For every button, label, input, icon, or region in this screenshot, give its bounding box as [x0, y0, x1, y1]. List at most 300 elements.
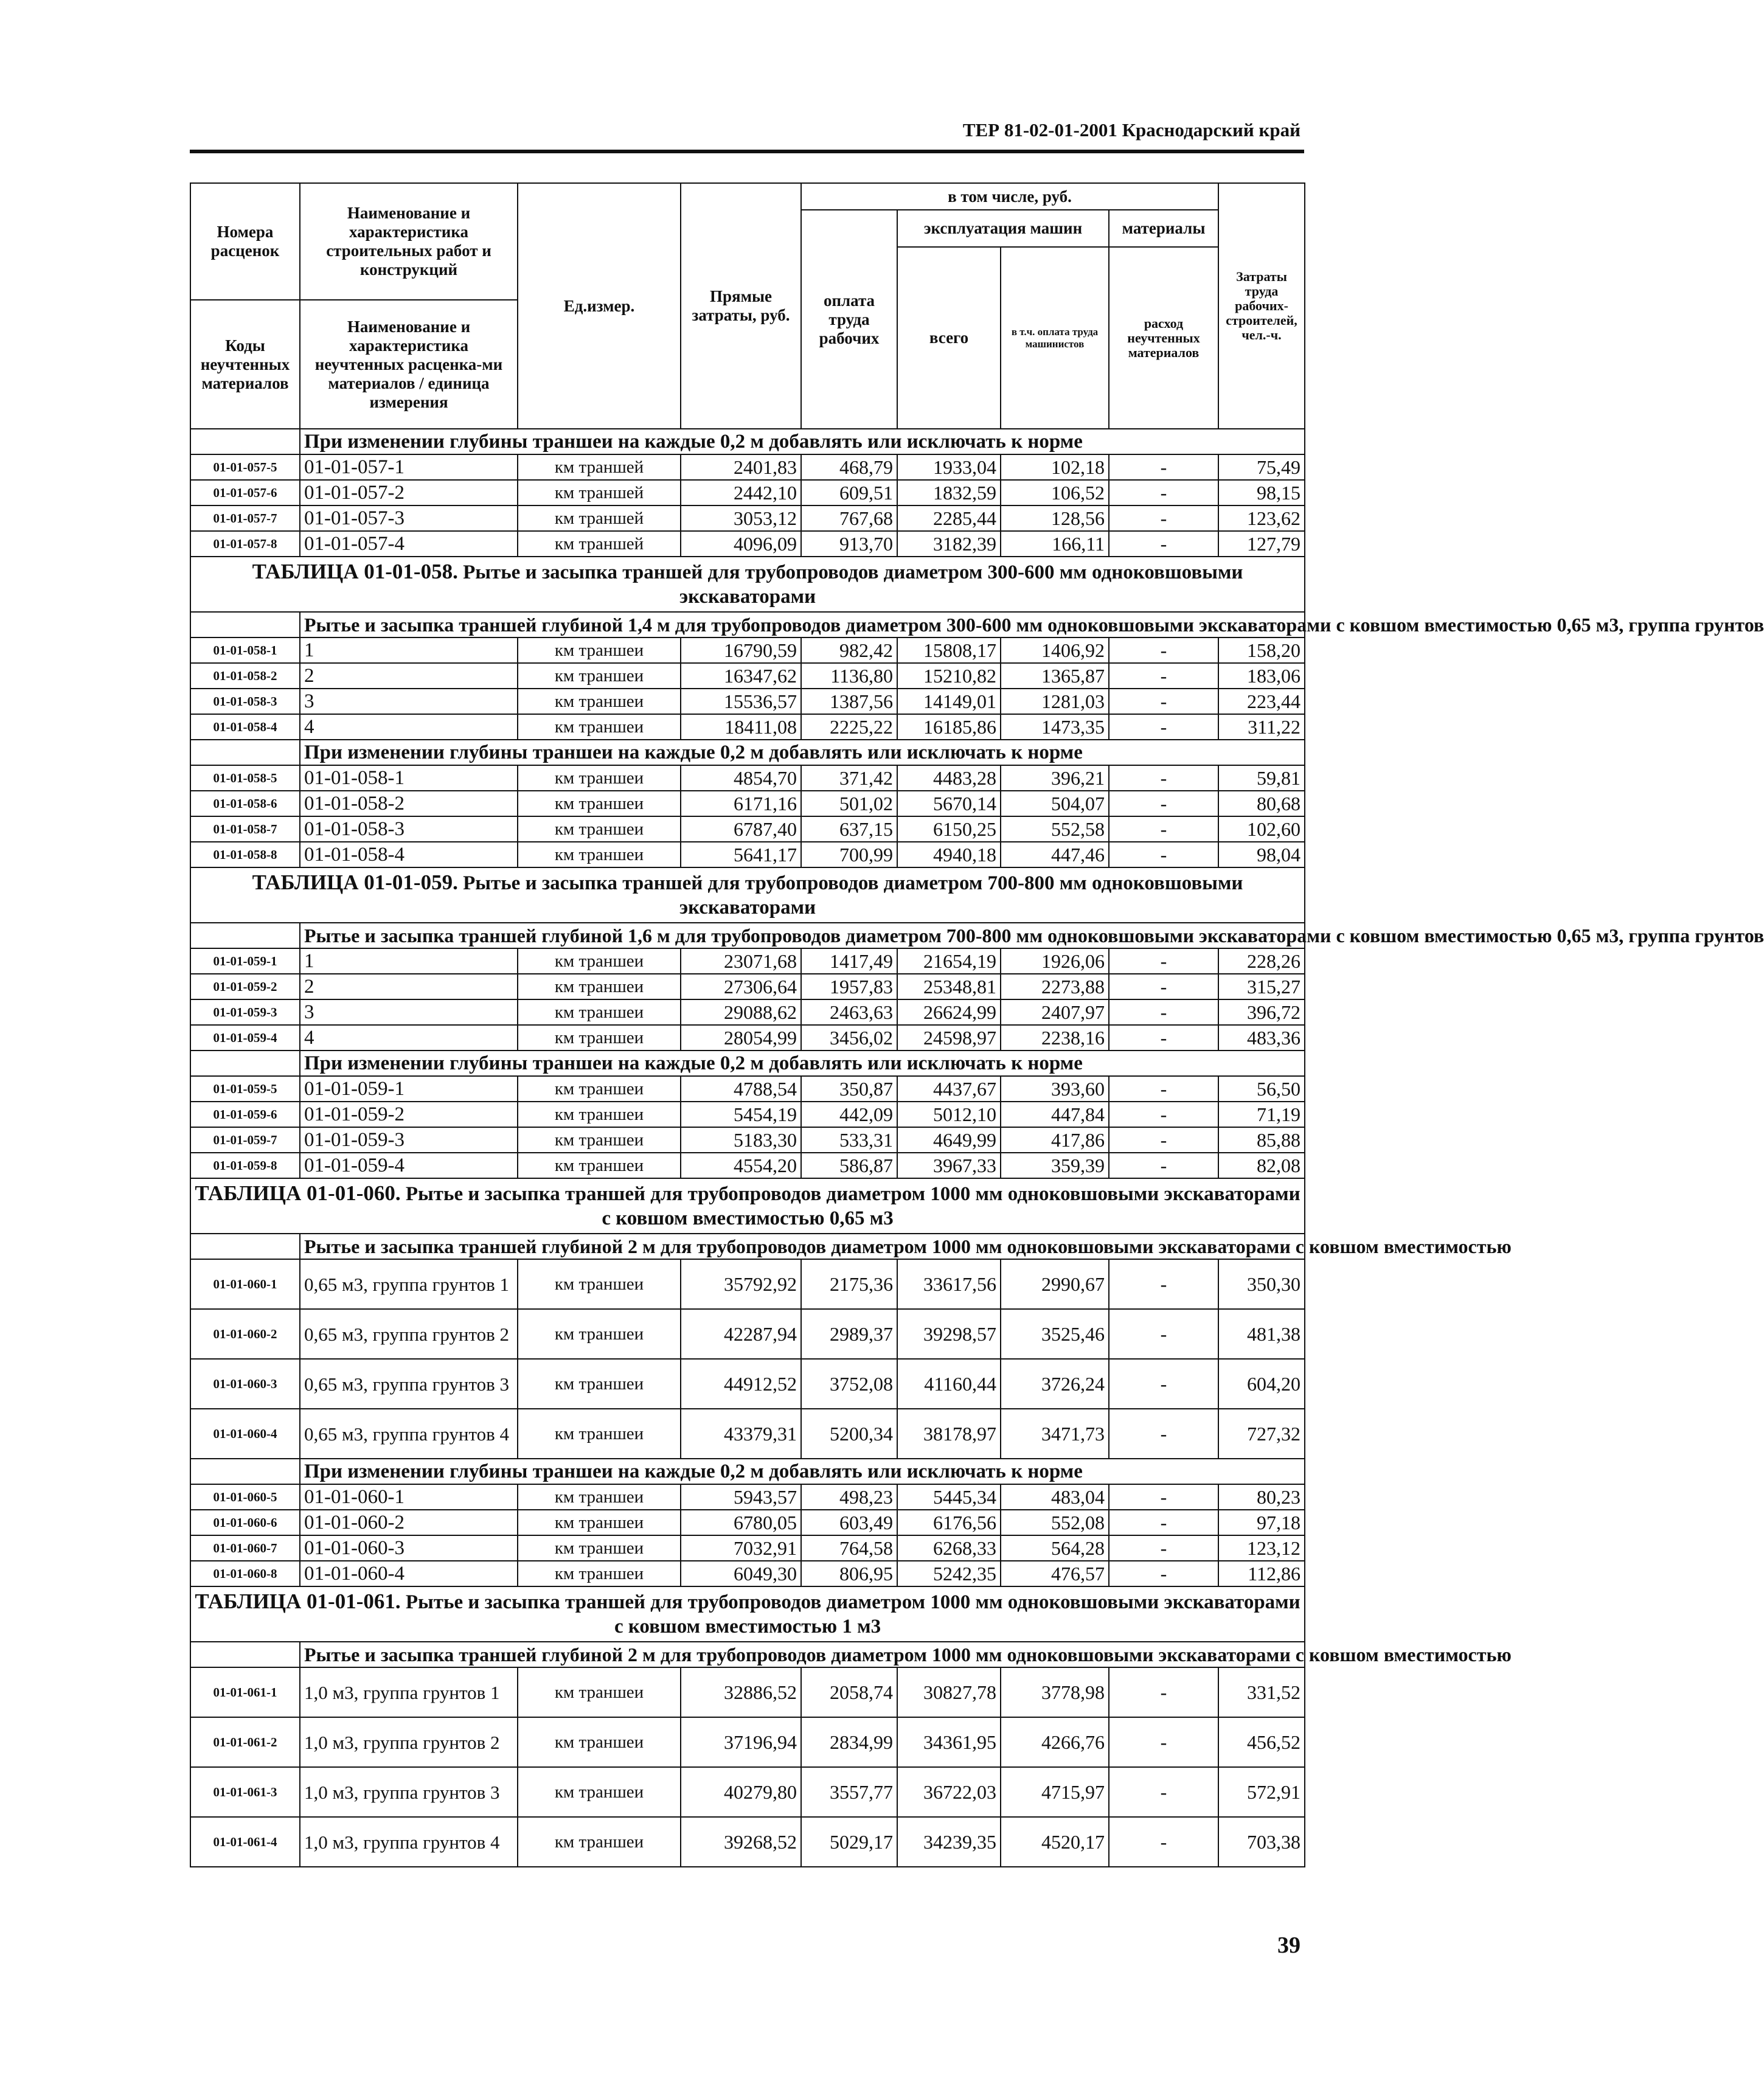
machines-labor-cost: 3726,24	[1001, 1359, 1109, 1409]
machines-cost: 6150,25	[897, 816, 1001, 842]
machines-labor-cost: 359,39	[1001, 1153, 1109, 1178]
rate-code: 01-01-061-1	[190, 1667, 300, 1717]
unit: км траншеи	[518, 1561, 681, 1586]
table-row	[190, 689, 1305, 714]
unit: км траншеи	[518, 1667, 681, 1717]
machines-cost: 4437,67	[897, 1076, 1001, 1102]
rate-code: 01-01-059-3	[190, 999, 300, 1025]
rate-name: 1	[300, 637, 518, 663]
unit: км траншеи	[518, 1409, 681, 1459]
table-number: ТАБЛИЦА 01-01-061.	[195, 1589, 401, 1613]
machines-cost: 5445,34	[897, 1484, 1001, 1510]
unit: км траншеи	[518, 1484, 681, 1510]
unit: км траншеи	[518, 1767, 681, 1817]
labor-hours: 703,38	[1218, 1817, 1305, 1867]
rate-code: 01-01-057-7	[190, 505, 300, 531]
labor-hours: 604,20	[1218, 1359, 1305, 1409]
machines-labor-cost: 476,57	[1001, 1561, 1109, 1586]
machines-labor-cost: 2407,97	[1001, 999, 1109, 1025]
direct-cost: 29088,62	[681, 999, 801, 1025]
rate-name: 2	[300, 974, 518, 999]
labor-cost: 603,49	[801, 1510, 897, 1535]
table-row	[190, 1484, 1305, 1510]
group-row	[190, 1642, 1305, 1667]
table-row	[190, 999, 1305, 1025]
direct-cost: 43379,31	[681, 1409, 801, 1459]
col-machines-total-header: всего	[897, 247, 1001, 429]
direct-cost: 6780,05	[681, 1510, 801, 1535]
table-row	[190, 454, 1305, 480]
materials-cost: -	[1109, 1259, 1218, 1309]
rate-name: 1,0 м3, группа грунтов 1	[300, 1667, 518, 1717]
direct-cost: 4788,54	[681, 1076, 801, 1102]
rate-code: 01-01-060-5	[190, 1484, 300, 1510]
table-title	[190, 867, 1305, 923]
direct-cost: 6787,40	[681, 816, 801, 842]
empty-code-cell	[190, 740, 300, 765]
labor-hours: 456,52	[1218, 1717, 1305, 1767]
rate-code: 01-01-058-8	[190, 842, 300, 867]
table-row	[190, 1817, 1305, 1867]
header-rule	[190, 150, 1304, 153]
table-number: ТАБЛИЦА 01-01-058.	[252, 560, 458, 583]
rate-name: 4	[300, 1025, 518, 1051]
machines-labor-cost: 1281,03	[1001, 689, 1109, 714]
rate-code: 01-01-058-3	[190, 689, 300, 714]
table-body	[190, 429, 1764, 1867]
unit: км траншеи	[518, 689, 681, 714]
labor-cost: 3557,77	[801, 1767, 897, 1817]
labor-hours: 481,38	[1218, 1309, 1305, 1359]
machines-labor-cost: 1473,35	[1001, 714, 1109, 740]
rate-name: 01-01-060-4	[300, 1561, 518, 1586]
rate-code: 01-01-059-7	[190, 1127, 300, 1153]
section-text: При изменении глубины траншеи на каждые 0,2 м добавлять или исключать к норме	[300, 1051, 1305, 1076]
machines-cost: 1933,04	[897, 454, 1001, 480]
machines-labor-cost: 102,18	[1001, 454, 1109, 480]
direct-cost: 4854,70	[681, 765, 801, 791]
rate-code: 01-01-060-2	[190, 1309, 300, 1359]
materials-cost: -	[1109, 1484, 1218, 1510]
machines-cost: 5670,14	[897, 791, 1001, 816]
rate-name: 01-01-057-2	[300, 480, 518, 505]
machines-labor-cost: 3471,73	[1001, 1409, 1109, 1459]
rate-code: 01-01-058-5	[190, 765, 300, 791]
rate-name: 01-01-059-4	[300, 1153, 518, 1178]
machines-cost: 34239,35	[897, 1817, 1001, 1867]
machines-labor-cost: 447,46	[1001, 842, 1109, 867]
unit: км траншеи	[518, 1127, 681, 1153]
direct-cost: 16790,59	[681, 637, 801, 663]
group-text: Рытье и засыпка траншей глубиной 2 м для трубопроводов диаметром 1000 мм одноковшовыми экскаваторами с ковшом вместимостью	[300, 1234, 1305, 1259]
col-materials-header: материалы	[1109, 210, 1218, 247]
machines-cost: 15808,17	[897, 637, 1001, 663]
machines-labor-cost: 552,08	[1001, 1510, 1109, 1535]
empty-code-cell	[190, 923, 300, 948]
labor-cost: 468,79	[801, 454, 897, 480]
col-code-sub-header: Коды неучтенных материалов	[190, 300, 300, 429]
direct-cost: 5454,19	[681, 1102, 801, 1127]
rate-code: 01-01-059-8	[190, 1153, 300, 1178]
machines-labor-cost: 1406,92	[1001, 637, 1109, 663]
table-row	[190, 637, 1305, 663]
table-row	[190, 974, 1305, 999]
section-text: При изменении глубины траншеи на каждые 0,2 м добавлять или исключать к норме	[300, 429, 1305, 454]
rate-name: 01-01-060-2	[300, 1510, 518, 1535]
table-title	[190, 1586, 1305, 1642]
direct-cost: 27306,64	[681, 974, 801, 999]
table-row	[190, 1309, 1305, 1359]
rate-code: 01-01-060-6	[190, 1510, 300, 1535]
empty-code-cell	[190, 1051, 300, 1076]
rate-name: 01-01-057-3	[300, 505, 518, 531]
table-number: ТАБЛИЦА 01-01-059.	[252, 870, 458, 894]
materials-cost: -	[1109, 480, 1218, 505]
table-row	[190, 1561, 1305, 1586]
rate-code: 01-01-061-3	[190, 1767, 300, 1817]
unit: км траншей	[518, 505, 681, 531]
direct-cost: 35792,92	[681, 1259, 801, 1309]
machines-labor-cost: 393,60	[1001, 1076, 1109, 1102]
table-title-row	[190, 867, 1305, 923]
rate-name: 01-01-058-2	[300, 791, 518, 816]
labor-hours: 97,18	[1218, 1510, 1305, 1535]
labor-hours: 56,50	[1218, 1076, 1305, 1102]
rate-code: 01-01-058-6	[190, 791, 300, 816]
unit: км траншеи	[518, 1717, 681, 1767]
direct-cost: 4096,09	[681, 531, 801, 557]
direct-cost: 2401,83	[681, 454, 801, 480]
labor-hours: 71,19	[1218, 1102, 1305, 1127]
empty-code-cell	[190, 1234, 300, 1259]
page-header: ТЕР 81-02-01-2001 Краснодарский край	[962, 119, 1300, 141]
direct-cost: 5183,30	[681, 1127, 801, 1153]
materials-cost: -	[1109, 1510, 1218, 1535]
table-row	[190, 1259, 1305, 1309]
col-hours-header: Затраты труда рабочих-строителей, чел.-ч.	[1218, 183, 1305, 429]
unit: км траншеи	[518, 1535, 681, 1561]
group-row	[190, 612, 1305, 637]
table-row	[190, 842, 1305, 867]
materials-cost: -	[1109, 1561, 1218, 1586]
labor-cost: 350,87	[801, 1076, 897, 1102]
table-title-text: Рытье и засыпка траншей для трубопроводов диаметром 1000 мм одноковшовыми экскаваторами с ковшом вместимостью 1 м3	[405, 1591, 1300, 1638]
machines-cost: 30827,78	[897, 1667, 1001, 1717]
table-header	[190, 183, 1305, 429]
direct-cost: 16347,62	[681, 663, 801, 689]
labor-cost: 2225,22	[801, 714, 897, 740]
rate-name: 0,65 м3, группа грунтов 2	[300, 1309, 518, 1359]
machines-cost: 6268,33	[897, 1535, 1001, 1561]
rate-name: 0,65 м3, группа грунтов 3	[300, 1359, 518, 1409]
materials-cost: -	[1109, 1153, 1218, 1178]
labor-hours: 350,30	[1218, 1259, 1305, 1309]
machines-cost: 16185,86	[897, 714, 1001, 740]
machines-cost: 33617,56	[897, 1259, 1001, 1309]
direct-cost: 32886,52	[681, 1667, 801, 1717]
labor-hours: 123,62	[1218, 505, 1305, 531]
col-name-header: Наименование и характеристика строительных работ и конструкций	[300, 183, 518, 300]
labor-cost: 586,87	[801, 1153, 897, 1178]
table-row	[190, 1359, 1305, 1409]
machines-labor-cost: 4715,97	[1001, 1767, 1109, 1817]
labor-hours: 228,26	[1218, 948, 1305, 974]
labor-hours: 85,88	[1218, 1127, 1305, 1153]
materials-cost: -	[1109, 714, 1218, 740]
rate-code: 01-01-059-6	[190, 1102, 300, 1127]
col-code-header: Номера расценок	[190, 183, 300, 300]
machines-cost: 4649,99	[897, 1127, 1001, 1153]
machines-labor-cost: 3525,46	[1001, 1309, 1109, 1359]
materials-cost: -	[1109, 1309, 1218, 1359]
machines-labor-cost: 2273,88	[1001, 974, 1109, 999]
table-row	[190, 1510, 1305, 1535]
machines-labor-cost: 4266,76	[1001, 1717, 1109, 1767]
labor-cost: 1387,56	[801, 689, 897, 714]
table-row	[190, 1717, 1305, 1767]
materials-cost: -	[1109, 1127, 1218, 1153]
direct-cost: 7032,91	[681, 1535, 801, 1561]
machines-labor-cost: 564,28	[1001, 1535, 1109, 1561]
machines-cost: 26624,99	[897, 999, 1001, 1025]
col-name-sub-header: Наименование и характеристика неучтенных расценка-ми материалов / единица измерения	[300, 300, 518, 429]
labor-hours: 183,06	[1218, 663, 1305, 689]
rate-code: 01-01-060-4	[190, 1409, 300, 1459]
rate-name: 0,65 м3, группа грунтов 4	[300, 1409, 518, 1459]
direct-cost: 23071,68	[681, 948, 801, 974]
labor-hours: 59,81	[1218, 765, 1305, 791]
labor-cost: 5029,17	[801, 1817, 897, 1867]
table-row	[190, 948, 1305, 974]
machines-cost: 41160,44	[897, 1359, 1001, 1409]
rate-code: 01-01-058-7	[190, 816, 300, 842]
col-materials-sub-header: расход неучтенных материалов	[1109, 247, 1218, 429]
rate-name: 01-01-059-2	[300, 1102, 518, 1127]
table-number: ТАБЛИЦА 01-01-060.	[195, 1181, 401, 1205]
direct-cost: 6049,30	[681, 1561, 801, 1586]
labor-hours: 80,23	[1218, 1484, 1305, 1510]
machines-cost: 21654,19	[897, 948, 1001, 974]
machines-labor-cost: 128,56	[1001, 505, 1109, 531]
unit: км траншеи	[518, 1102, 681, 1127]
rate-code: 01-01-058-2	[190, 663, 300, 689]
col-incl-header: в том числе, руб.	[801, 183, 1218, 210]
table-row	[190, 1767, 1305, 1817]
unit: км траншей	[518, 454, 681, 480]
group-text: Рытье и засыпка траншей глубиной 1,4 м для трубопроводов диаметром 300-600 мм одноковшовыми экскаваторами с ковшом вместимостью 0,65 м3, группа грунтов	[300, 612, 1305, 637]
labor-hours: 102,60	[1218, 816, 1305, 842]
materials-cost: -	[1109, 1409, 1218, 1459]
materials-cost: -	[1109, 1025, 1218, 1051]
col-machines-labor-header: в т.ч. оплата труда машинистов	[1001, 247, 1109, 429]
table-title-text: Рытье и засыпка траншей для трубопроводов диаметром 300-600 мм одноковшовыми экскаваторами	[463, 561, 1243, 608]
table-title-row	[190, 557, 1305, 612]
labor-cost: 1957,83	[801, 974, 897, 999]
unit: км траншеи	[518, 1309, 681, 1359]
rate-name: 01-01-057-1	[300, 454, 518, 480]
unit: км траншеи	[518, 1510, 681, 1535]
unit: км траншеи	[518, 999, 681, 1025]
table-title	[190, 557, 1305, 612]
machines-labor-cost: 417,86	[1001, 1127, 1109, 1153]
table-row	[190, 1025, 1305, 1051]
rate-name: 01-01-058-1	[300, 765, 518, 791]
labor-hours: 727,32	[1218, 1409, 1305, 1459]
group-row	[190, 923, 1305, 948]
materials-cost: -	[1109, 999, 1218, 1025]
labor-cost: 609,51	[801, 480, 897, 505]
machines-cost: 24598,97	[897, 1025, 1001, 1051]
unit: км траншеи	[518, 948, 681, 974]
rate-name: 01-01-059-3	[300, 1127, 518, 1153]
rate-name: 2	[300, 663, 518, 689]
machines-labor-cost: 552,58	[1001, 816, 1109, 842]
labor-cost: 700,99	[801, 842, 897, 867]
machines-cost: 4940,18	[897, 842, 1001, 867]
group-text: Рытье и засыпка траншей глубиной 2 м для трубопроводов диаметром 1000 мм одноковшовыми экскаваторами с ковшом вместимостью	[300, 1642, 1305, 1667]
direct-cost: 39268,52	[681, 1817, 801, 1867]
page-number: 39	[1277, 1933, 1300, 1958]
table-row	[190, 1667, 1305, 1717]
table-row	[190, 1153, 1305, 1178]
table-row	[190, 765, 1305, 791]
rates-table	[190, 182, 1764, 1867]
direct-cost: 40279,80	[681, 1767, 801, 1817]
labor-cost: 1136,80	[801, 663, 897, 689]
unit: км траншей	[518, 531, 681, 557]
labor-cost: 2463,63	[801, 999, 897, 1025]
machines-cost: 2285,44	[897, 505, 1001, 531]
labor-hours: 80,68	[1218, 791, 1305, 816]
machines-labor-cost: 396,21	[1001, 765, 1109, 791]
rate-name: 1,0 м3, группа грунтов 3	[300, 1767, 518, 1817]
rate-code: 01-01-060-8	[190, 1561, 300, 1586]
section-text: При изменении глубины траншеи на каждые 0,2 м добавлять или исключать к норме	[300, 1459, 1305, 1484]
machines-labor-cost: 1926,06	[1001, 948, 1109, 974]
labor-hours: 82,08	[1218, 1153, 1305, 1178]
machines-cost: 38178,97	[897, 1409, 1001, 1459]
machines-cost: 4483,28	[897, 765, 1001, 791]
rate-name: 1	[300, 948, 518, 974]
materials-cost: -	[1109, 974, 1218, 999]
labor-hours: 127,79	[1218, 531, 1305, 557]
section-row	[190, 429, 1305, 454]
labor-cost: 806,95	[801, 1561, 897, 1586]
rate-name: 1,0 м3, группа грунтов 2	[300, 1717, 518, 1767]
materials-cost: -	[1109, 1102, 1218, 1127]
unit: км траншеи	[518, 765, 681, 791]
empty-code-cell	[190, 429, 300, 454]
col-labor-header: оплата труда рабочих	[801, 210, 897, 429]
labor-cost: 442,09	[801, 1102, 897, 1127]
direct-cost: 37196,94	[681, 1717, 801, 1767]
rate-code: 01-01-057-8	[190, 531, 300, 557]
materials-cost: -	[1109, 505, 1218, 531]
machines-labor-cost: 4520,17	[1001, 1817, 1109, 1867]
labor-cost: 982,42	[801, 637, 897, 663]
unit: км траншеи	[518, 1359, 681, 1409]
rate-name: 01-01-057-4	[300, 531, 518, 557]
labor-hours: 112,86	[1218, 1561, 1305, 1586]
machines-labor-cost: 2238,16	[1001, 1025, 1109, 1051]
materials-cost: -	[1109, 531, 1218, 557]
machines-labor-cost: 1365,87	[1001, 663, 1109, 689]
col-machines-header: эксплуатация машин	[897, 210, 1109, 247]
table-row	[190, 1409, 1305, 1459]
table-title-text: Рытье и засыпка траншей для трубопроводов диаметром 700-800 мм одноковшовыми экскаваторами	[463, 872, 1243, 919]
unit: км траншеи	[518, 1153, 681, 1178]
section-row	[190, 1051, 1305, 1076]
unit: км траншеи	[518, 816, 681, 842]
group-text: Рытье и засыпка траншей глубиной 1,6 м для трубопроводов диаметром 700-800 мм одноковшовыми экскаваторами с ковшом вместимостью 0,65 м3, группа грунтов	[300, 923, 1305, 948]
materials-cost: -	[1109, 765, 1218, 791]
machines-labor-cost: 447,84	[1001, 1102, 1109, 1127]
machines-labor-cost: 106,52	[1001, 480, 1109, 505]
materials-cost: -	[1109, 791, 1218, 816]
rate-code: 01-01-057-6	[190, 480, 300, 505]
col-direct-header: Прямые затраты, руб.	[681, 183, 801, 429]
table-row	[190, 1102, 1305, 1127]
materials-cost: -	[1109, 689, 1218, 714]
rate-name: 01-01-058-4	[300, 842, 518, 867]
labor-cost: 767,68	[801, 505, 897, 531]
table-row	[190, 505, 1305, 531]
labor-cost: 501,02	[801, 791, 897, 816]
labor-cost: 2058,74	[801, 1667, 897, 1717]
labor-cost: 1417,49	[801, 948, 897, 974]
labor-cost: 637,15	[801, 816, 897, 842]
labor-hours: 483,36	[1218, 1025, 1305, 1051]
direct-cost: 5641,17	[681, 842, 801, 867]
machines-cost: 3967,33	[897, 1153, 1001, 1178]
labor-cost: 3752,08	[801, 1359, 897, 1409]
materials-cost: -	[1109, 842, 1218, 867]
materials-cost: -	[1109, 1817, 1218, 1867]
machines-cost: 25348,81	[897, 974, 1001, 999]
labor-cost: 5200,34	[801, 1409, 897, 1459]
direct-cost: 44912,52	[681, 1359, 801, 1409]
labor-hours: 396,72	[1218, 999, 1305, 1025]
table-title-text: Рытье и засыпка траншей для трубопроводов диаметром 1000 мм одноковшовыми экскаваторами с ковшом вместимостью 0,65 м3	[405, 1183, 1300, 1229]
machines-cost: 34361,95	[897, 1717, 1001, 1767]
materials-cost: -	[1109, 1767, 1218, 1817]
machines-cost: 39298,57	[897, 1309, 1001, 1359]
rate-code: 01-01-060-7	[190, 1535, 300, 1561]
empty-code-cell	[190, 612, 300, 637]
rate-code: 01-01-061-4	[190, 1817, 300, 1867]
machines-cost: 14149,01	[897, 689, 1001, 714]
rate-name: 01-01-060-1	[300, 1484, 518, 1510]
machines-cost: 5012,10	[897, 1102, 1001, 1127]
materials-cost: -	[1109, 816, 1218, 842]
machines-labor-cost: 3778,98	[1001, 1667, 1109, 1717]
rate-code: 01-01-058-1	[190, 637, 300, 663]
labor-hours: 75,49	[1218, 454, 1305, 480]
materials-cost: -	[1109, 1076, 1218, 1102]
labor-hours: 98,15	[1218, 480, 1305, 505]
table-row	[190, 663, 1305, 689]
machines-labor-cost: 483,04	[1001, 1484, 1109, 1510]
rate-name: 3	[300, 999, 518, 1025]
machines-cost: 3182,39	[897, 531, 1001, 557]
direct-cost: 5943,57	[681, 1484, 801, 1510]
machines-cost: 36722,03	[897, 1767, 1001, 1817]
unit: км траншей	[518, 480, 681, 505]
labor-hours: 311,22	[1218, 714, 1305, 740]
direct-cost: 3053,12	[681, 505, 801, 531]
table-row	[190, 531, 1305, 557]
labor-hours: 315,27	[1218, 974, 1305, 999]
